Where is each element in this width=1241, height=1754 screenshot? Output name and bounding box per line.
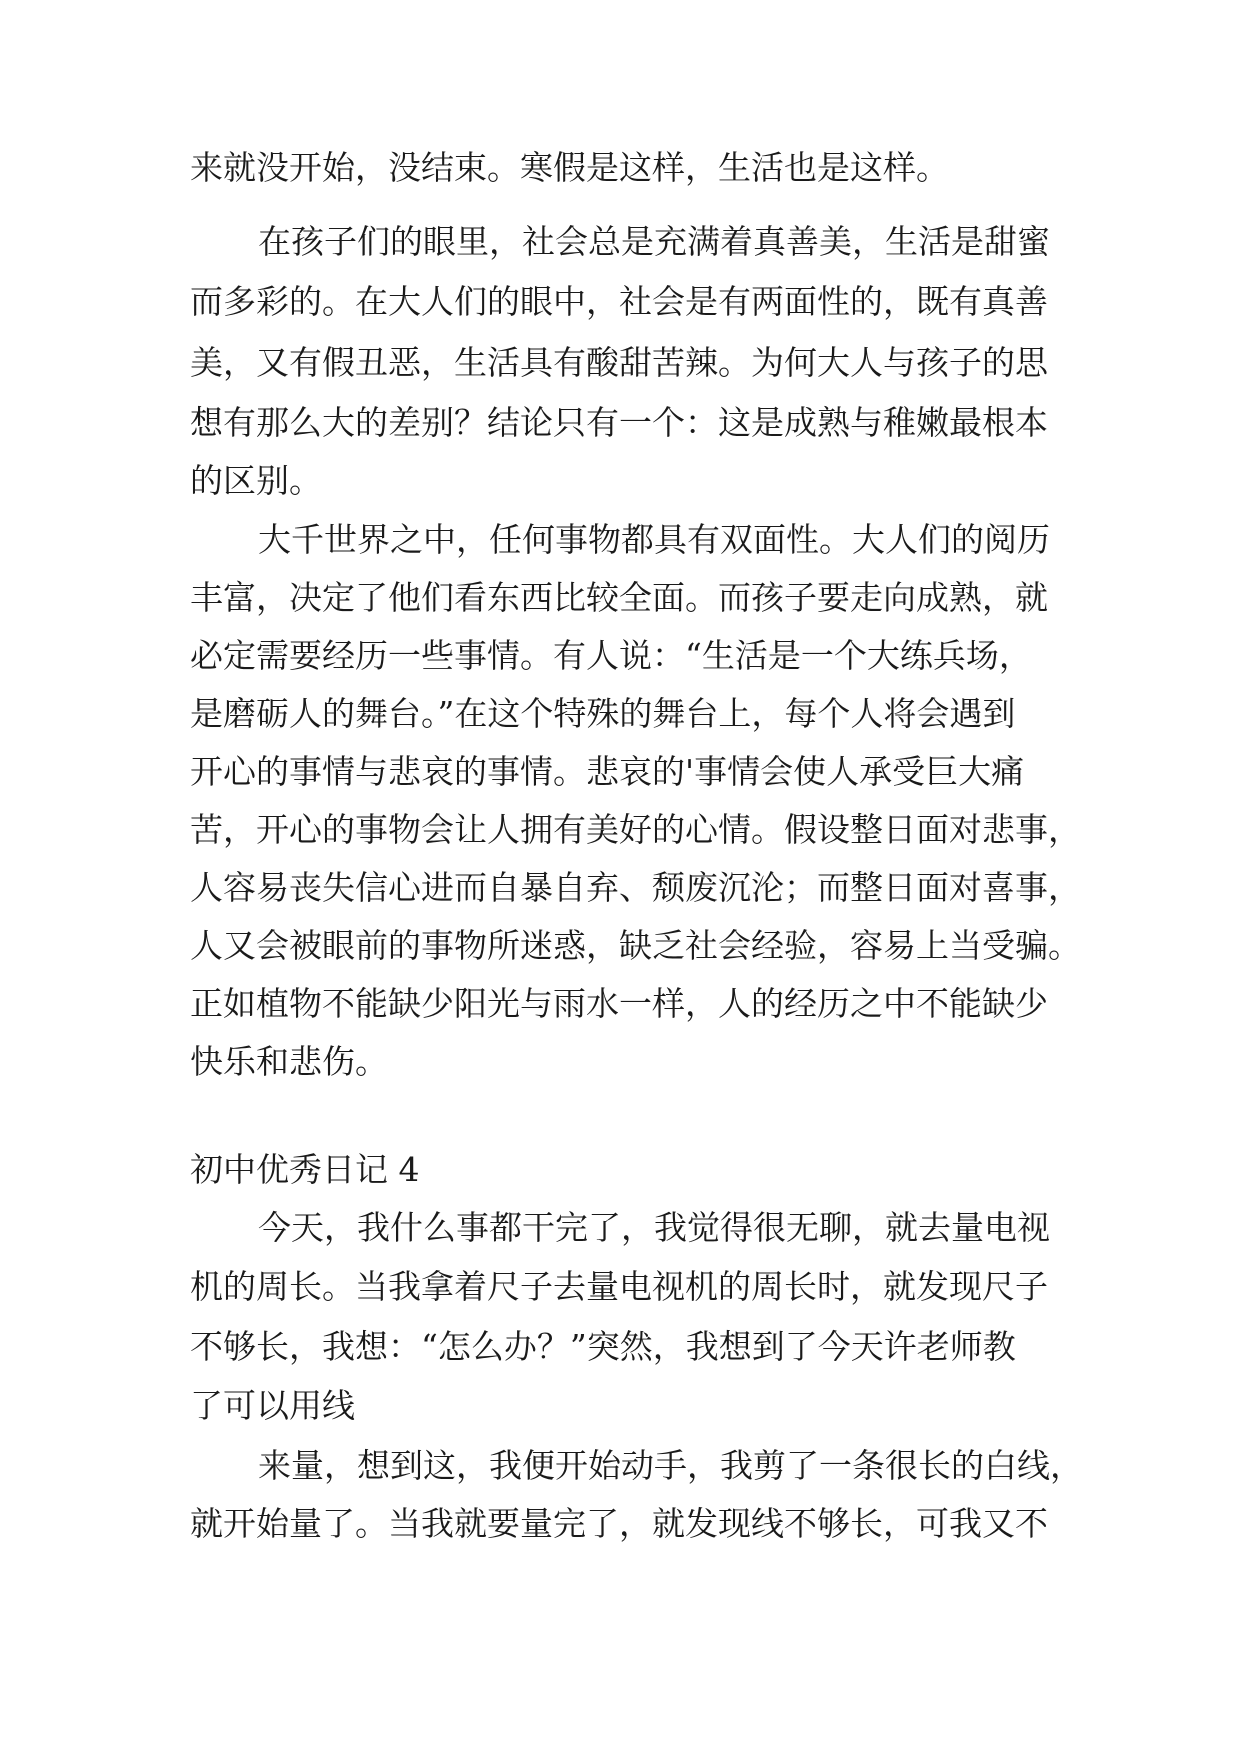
text-line: 是磨砺人的舞台。”在这个特殊的舞台上，每个人将会遇到 bbox=[190, 694, 1016, 733]
text-line: 快乐和悲伤。 bbox=[190, 1042, 388, 1081]
text-line: 来就没开始，没结束。寒假是这样，生活也是这样。 bbox=[190, 148, 949, 187]
text-line: 的区别。 bbox=[190, 461, 322, 500]
text-line: 人又会被眼前的事物所迷惑，缺乏社会经验，容易上当受骗。 bbox=[190, 926, 1081, 965]
paragraph-first-line: 来量，想到这，我便开始动手，我剪了一条很长的白线， bbox=[258, 1446, 1083, 1485]
text-line: 不够长，我想：“怎么办？”突然，我想到了今天许老师教 bbox=[190, 1327, 1016, 1366]
paragraph-first-line: 今天，我什么事都干完了，我觉得很无聊，就去量电视 bbox=[258, 1208, 1050, 1247]
paragraph-first-line: 大千世界之中，任何事物都具有双面性。大人们的阅历 bbox=[258, 520, 1050, 559]
text-line: 就开始量了。当我就要量完了，就发现线不够长，可我又不 bbox=[190, 1504, 1048, 1543]
text-line: 丰富，决定了他们看东西比较全面。而孩子要走向成熟，就 bbox=[190, 578, 1048, 617]
text-line: 必定需要经历一些事情。有人说：“生活是一个大练兵场， bbox=[190, 636, 1032, 675]
text-line: 开心的事情与悲哀的事情。悲哀的'事情会使人承受巨大痛 bbox=[190, 752, 1025, 791]
paragraph-first-line: 在孩子们的眼里，社会总是充满着真善美，生活是甜蜜 bbox=[258, 222, 1050, 261]
text-line: 了可以用线 bbox=[190, 1386, 355, 1425]
text-line: 人容易丧失信心进而自暴自弃、颓废沉沦；而整日面对喜事， bbox=[190, 868, 1081, 907]
text-line: 苦，开心的事物会让人拥有美好的心情。假设整日面对悲事， bbox=[190, 810, 1081, 849]
text-line: 正如植物不能缺少阳光与雨水一样，人的经历之中不能缺少 bbox=[190, 984, 1048, 1023]
text-line: 机的周长。当我拿着尺子去量电视机的周长时，就发现尺子 bbox=[190, 1267, 1048, 1306]
text-line: 想有那么大的差别？结论只有一个：这是成熟与稚嫩最根本 bbox=[190, 403, 1048, 442]
text-line: 而多彩的。在大人们的眼中，社会是有两面性的，既有真善 bbox=[190, 282, 1048, 321]
section-heading: 初中优秀日记 4 bbox=[190, 1150, 420, 1189]
text-line: 美，又有假丑恶，生活具有酸甜苦辣。为何大人与孩子的思 bbox=[190, 343, 1048, 382]
